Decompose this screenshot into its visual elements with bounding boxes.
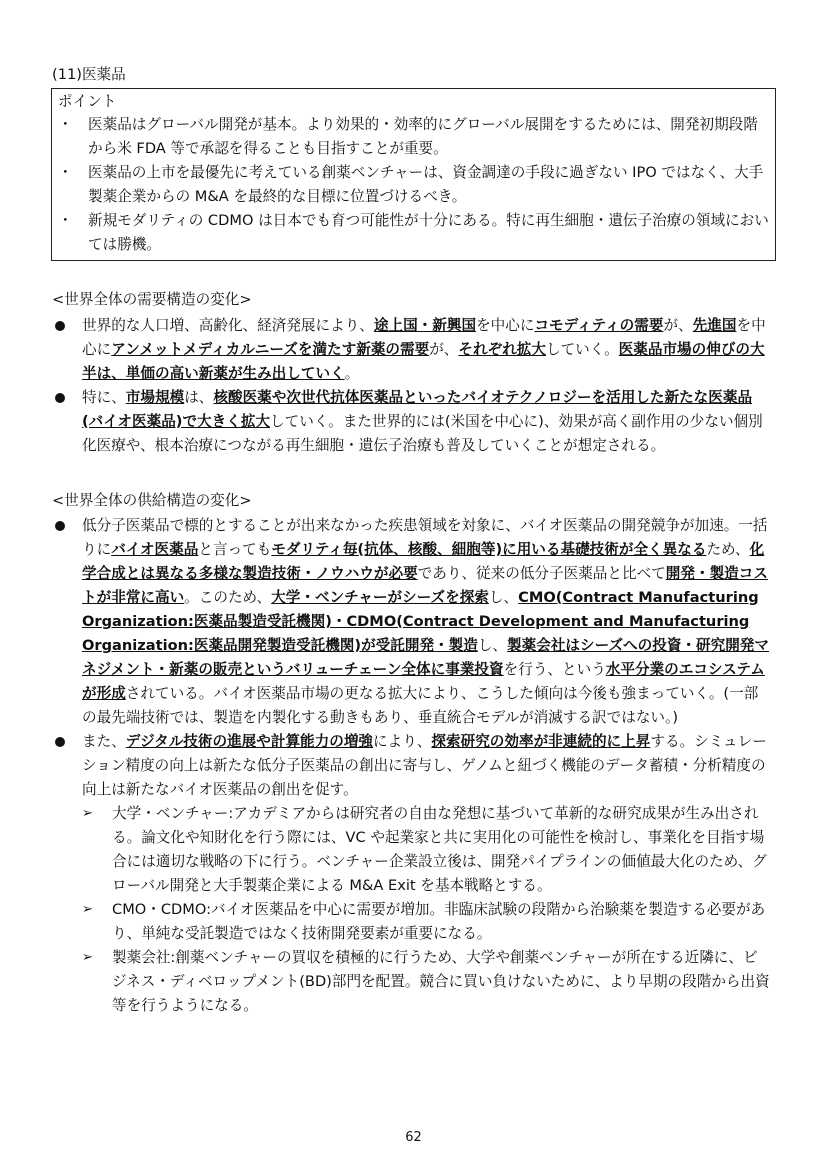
- text: を中心に: [82, 317, 766, 358]
- supply-bullet-1: [52, 514, 772, 730]
- demand-bullet-2: [52, 386, 772, 458]
- sub-item-university: [52, 802, 772, 898]
- emphasis: アンメットメディカルニーズを満たす新薬の需要: [111, 341, 430, 358]
- text: 特に、: [82, 389, 126, 406]
- text: する。シミュレーション精度の向上は新たな低分子医薬品の創出に寄与し、ゲノムと紐づく機能のデータ蓄積・分析精度の向上は新たなバイオ医薬品の創出を促す。: [82, 733, 767, 798]
- emphasis: CMO(Contract Manufacturing Organization:医薬品製造受託機関)・CDMO(Contract Development and Manufacturing Organization:医薬品開発製造受託機関)が受託開発・製造: [82, 589, 759, 654]
- text: が、: [663, 317, 693, 334]
- point-item-text: 医薬品はグローバル開発が基本。より効果的・効率的にグローバル展開をするためには、開発初期段階から米 FDA 等で承認を得ることも目指すことが重要。: [88, 116, 758, 157]
- demand-heading: <世界全体の需要構造の変化>: [52, 291, 252, 308]
- emphasis: 医薬品市場の伸びの大半は、単価の高い新薬が生み出していく: [82, 341, 765, 382]
- emphasis: 探索研究の効率が非連続的に上昇: [431, 733, 651, 750]
- sub-item-text: 製薬会社:創薬ベンチャーの買収を積極的に行うため、大学や創薬ベンチャーが所在する近隣に、ビジネス・ディベロップメント(BD)部門を配置。競合に買い負けないために、より早期の段階から出資等を行うようになる。: [112, 949, 770, 1014]
- text: していく。: [545, 341, 619, 358]
- text: を中心に: [476, 317, 535, 334]
- point-item-text: 新規モダリティの CDMO は日本でも育つ可能性が十分にある。特に再生細胞・遺伝子治療の領域においては勝機。: [88, 212, 769, 253]
- emphasis: 先進国: [692, 317, 737, 334]
- point-box-title: ポイント: [58, 93, 117, 110]
- point-item: [58, 161, 769, 209]
- emphasis: 核酸医薬や次世代抗体医薬品といったバイオテクノロジーを活用した新たな医薬品(バイオ医薬品)で大きく拡大: [82, 389, 753, 430]
- emphasis: 途上国・新興国: [373, 317, 477, 334]
- emphasis: バイオ医薬品: [111, 541, 199, 558]
- point-box: [51, 88, 776, 261]
- bullet-mark: ・: [58, 212, 73, 229]
- supply-bullets: [52, 514, 772, 1018]
- arrow-bullet-icon: ➢: [82, 902, 93, 917]
- emphasis: コモディティの需要: [534, 317, 664, 334]
- emphasis: 製薬会社はシーズへの投資・研究開発マネジメント・新薬の販売というバリューチェーン全体に事業投資: [82, 637, 769, 678]
- bullet-dot: [55, 737, 65, 747]
- text: であり、従来の低分子医薬品と比べて: [417, 565, 666, 582]
- emphasis: 化学合成とは異なる多様な製造技術・ノウハウが必要: [82, 541, 765, 582]
- text: また、: [82, 733, 126, 750]
- bullet-mark: ・: [58, 116, 73, 133]
- section-title: (11)医薬品: [52, 66, 126, 83]
- arrow-bullet-icon: ➢: [82, 806, 93, 821]
- text: されている。バイオ医薬品市場の更なる拡大により、こうした傾向は今後も強まっていく。(一部の最先端技術では、製造を内製化する動きもあり、垂直統合モデルが消滅する訳ではない。): [82, 685, 759, 726]
- text: は、: [184, 389, 214, 406]
- emphasis: 水平分業のエコシステムが形成: [82, 661, 765, 702]
- demand-bullet-1: [52, 314, 772, 386]
- emphasis: 市場規模: [125, 389, 185, 406]
- emphasis: それぞれ拡大: [458, 341, 546, 358]
- text: と言っても: [198, 541, 272, 558]
- supply-bullet-2: [52, 730, 772, 802]
- text: 。: [344, 365, 360, 382]
- text: 。このため、: [184, 589, 272, 606]
- sub-item-cdmo: [52, 898, 772, 946]
- emphasis: モダリティ毎(抗体、核酸、細胞等)に用いる基礎技術が全く異なる: [271, 541, 707, 558]
- text: が、: [429, 341, 459, 358]
- page-number: 62: [405, 1130, 422, 1145]
- text: し、: [488, 589, 519, 606]
- text: により、: [373, 733, 432, 750]
- sub-item-text: CMO・CDMO:バイオ医薬品を中心に需要が増加。非臨床試験の段階から治験薬を製造する必要があり、単純な受託製造ではなく技術開発要素が重要になる。: [112, 901, 766, 942]
- bullet-mark: ・: [58, 164, 73, 181]
- text: ため、: [706, 541, 750, 558]
- text: 世界的な人口増、高齢化、経済発展により、: [82, 317, 374, 334]
- demand-bullets: [52, 314, 772, 458]
- bullet-dot: [55, 393, 65, 403]
- sub-item-text: 大学・ベンチャー:アカデミアからは研究者の自由な発想に基づいて革新的な研究成果が生み出される。論文化や知財化を行う際には、VC や起業家と共に実用化の可能性を検討し、事業化を目指す場合には適切な戦略の下に行う。ベンチャー企業設立後は、開発パイプラインの価値最大化のため、グローバル開発と大手製薬企業による M&A Exit を基本戦略とする。: [112, 805, 767, 894]
- emphasis: 開発・製造コストが非常に高い: [82, 565, 768, 606]
- point-item: [58, 113, 769, 161]
- text: していく。また世界的には(米国を中心に)、効果が高く副作用の少ない個別化医療や、根本治療につながる再生細胞・遺伝子治療も普及していくことが想定される。: [82, 413, 763, 454]
- arrow-bullet-icon: ➢: [82, 950, 93, 965]
- text: し、: [477, 637, 508, 654]
- bullet-dot: [55, 321, 65, 331]
- sub-item-pharma: [52, 946, 772, 1018]
- bullet-dot: [55, 521, 65, 531]
- text: 低分子医薬品で標的とすることが出来なかった疾患領域を対象に、バイオ医薬品の開発競争が加速。一括りに: [82, 517, 768, 558]
- emphasis: 大学・ベンチャーがシーズを探索: [271, 589, 489, 606]
- point-item-text: 医薬品の上市を最優先に考えている創薬ベンチャーは、資金調達の手段に過ぎない IPO ではなく、大手製薬企業からの M&A を最終的な目標に位置づけるべき。: [88, 164, 764, 205]
- supply-heading: <世界全体の供給構造の変化>: [52, 492, 252, 509]
- text: を行う、という: [503, 661, 606, 678]
- emphasis: デジタル技術の進展や計算能力の増強: [125, 733, 374, 750]
- point-item: [58, 209, 769, 257]
